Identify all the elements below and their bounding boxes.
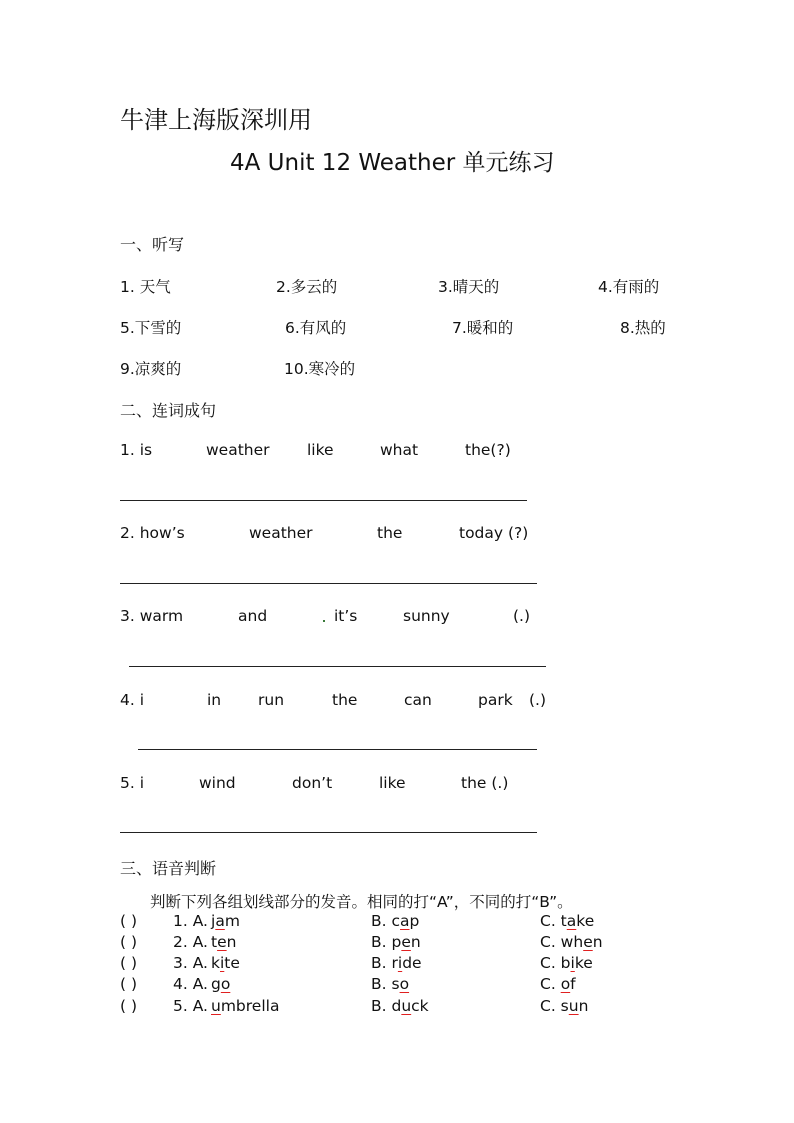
scrambled-word: run [258,691,285,709]
scrambled-word: (.) [529,691,547,709]
dictation-item: 7.暖和的 [452,319,514,337]
document-subtitle: 4A Unit 12 Weather 单元练习 [230,150,555,176]
option-c-word: C. bike [540,954,593,972]
option-b-word: B. so [371,975,410,993]
scrambled-word: and [238,607,268,625]
dictation-item: 10.寒冷的 [284,360,356,378]
scrambled-word: park [478,691,513,709]
question-number: 5. A. [173,997,208,1015]
dictation-item: 4.有雨的 [598,278,660,296]
option-c-word: C. when [540,933,603,951]
section1-heading: 一、听写 [120,235,185,254]
option-a-word: umbrella [211,997,280,1015]
document-title: 牛津上海版深圳用 [120,106,312,134]
scrambled-word: the [332,691,358,709]
scrambled-word: wind [199,774,236,792]
option-c-word: C. sun [540,997,589,1015]
answer-line[interactable] [138,749,537,750]
answer-blank[interactable]: ( ) [120,912,138,930]
dictation-item: 6.有风的 [285,319,347,337]
option-c-word: C. of [540,975,576,993]
answer-blank[interactable]: ( ) [120,975,138,993]
question-number: 1. A. [173,912,208,930]
dictation-item: 3.晴天的 [438,278,500,296]
section2-heading: 二、连词成句 [120,401,217,420]
answer-blank[interactable]: ( ) [120,954,138,972]
scrambled-word: sunny [403,607,450,625]
question-number: 3. A. [173,954,208,972]
scrambled-word: 5. i [120,774,145,792]
option-c-word: C. take [540,912,595,930]
dictation-item: 1. 天气 [120,278,171,296]
scrambled-word: 3. warm [120,607,184,625]
scrambled-word: weather [249,524,313,542]
option-a-word: go [211,975,231,993]
dictation-item: 2.多云的 [276,278,338,296]
section3-heading: 三、语音判断 [120,859,217,878]
scrambled-word: weather [206,441,270,459]
scrambled-word: like [307,441,334,459]
dictation-item: 8.热的 [620,319,666,337]
option-a-word: jam [211,912,240,930]
scrambled-word: 4. i [120,691,145,709]
answer-line[interactable] [120,500,527,501]
scrambled-word: can [404,691,432,709]
option-a-word: ten [211,933,237,951]
answer-blank[interactable]: ( ) [120,933,138,951]
scrambled-word: 1. is [120,441,153,459]
stray-dot [323,620,325,622]
answer-line[interactable] [120,583,537,584]
question-number: 4. A. [173,975,208,993]
section3-instruction: 判断下列各组划线部分的发音。相同的打“A”，不同的打“B”。 [150,893,573,911]
scrambled-word: in [207,691,222,709]
option-a-word: kite [211,954,240,972]
scrambled-word: like [379,774,406,792]
scrambled-word: the [377,524,403,542]
option-b-word: B. cap [371,912,420,930]
option-b-word: B. ride [371,954,422,972]
dictation-item: 5.下雪的 [120,319,182,337]
scrambled-word: 2. how’s [120,524,185,542]
answer-blank[interactable]: ( ) [120,997,138,1015]
scrambled-word: don’t [292,774,333,792]
option-b-word: B. pen [371,933,421,951]
dictation-item: 9.凉爽的 [120,360,182,378]
question-number: 2. A. [173,933,208,951]
scrambled-word: the(?) [465,441,511,459]
answer-line[interactable] [129,666,546,667]
scrambled-word: (.) [513,607,531,625]
scrambled-word: it’s [334,607,358,625]
scrambled-word: the (.) [461,774,509,792]
answer-line[interactable] [120,832,537,833]
scrambled-word: today (?) [459,524,529,542]
option-b-word: B. duck [371,997,429,1015]
scrambled-word: what [380,441,419,459]
